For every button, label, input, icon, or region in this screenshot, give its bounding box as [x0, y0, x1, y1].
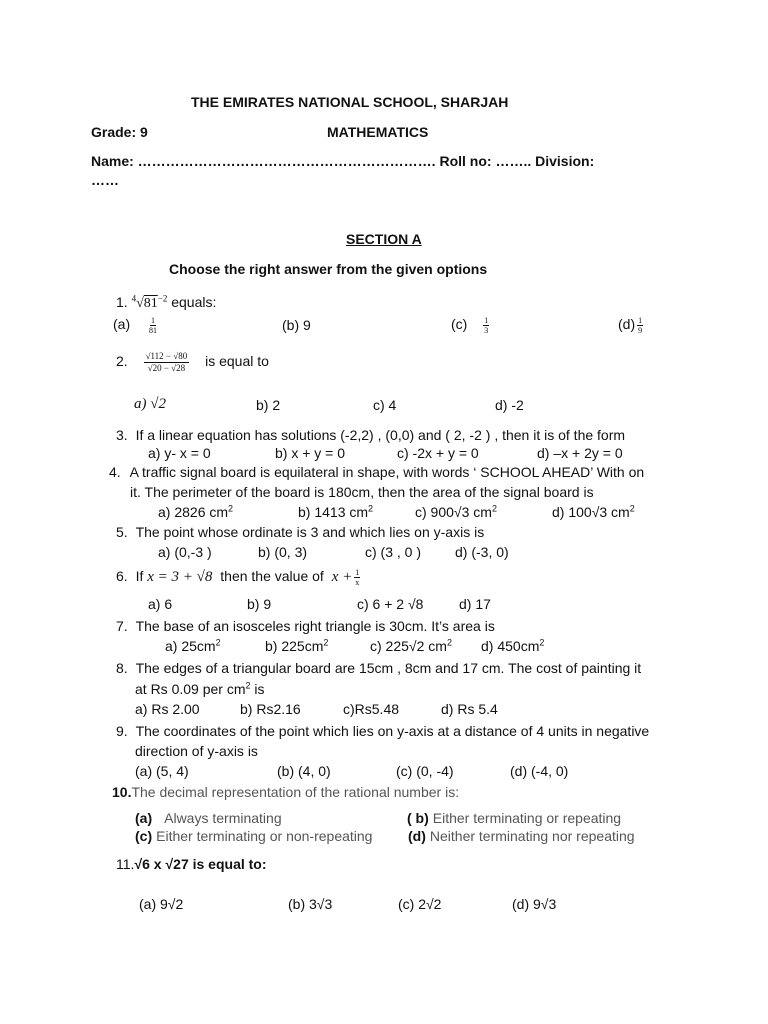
- radical-expression: $^4√81^{-2}$: [131, 293, 168, 311]
- question-text: A traffic signal board is equilateral in shape, with words ‘ SCHOOL AHEAD’ With on: [129, 464, 645, 480]
- q7-option-a[interactable]: a) $25cm^2$: [165, 637, 221, 654]
- question-text: The edges of a triangular board are 15cm , 8cm and 17 cm. The cost of painting it: [135, 660, 642, 676]
- q6-option-b[interactable]: b) 9: [247, 596, 272, 612]
- q8-option-b[interactable]: b) Rs2.16: [240, 701, 301, 717]
- q11-option-d[interactable]: (d) 9√3: [512, 896, 557, 912]
- grade-label: Grade: 9: [91, 124, 148, 140]
- question-number: 4.: [109, 464, 121, 480]
- question-9-cont: direction of y-axis is: [135, 743, 258, 759]
- q10-option-d[interactable]: (d) Neither terminating nor repeating: [408, 828, 635, 844]
- q1-option-d[interactable]: [618, 316, 645, 335]
- q6-option-c[interactable]: c) 6 + 2 √8: [357, 596, 424, 612]
- question-text: then the value of: [220, 568, 324, 585]
- question-1: [116, 294, 216, 312]
- question-number: 5.: [116, 524, 128, 540]
- q9-option-d[interactable]: (d) (-4, 0): [510, 763, 569, 779]
- q6-option-d[interactable]: d) 17: [459, 596, 491, 612]
- q11-option-b[interactable]: (b) 3√3: [288, 896, 333, 912]
- q7-option-b[interactable]: b) $225cm^2$: [265, 637, 329, 654]
- q11-option-c[interactable]: (c) 2√2: [398, 896, 442, 912]
- name-line-cont: ……: [91, 172, 119, 188]
- question-5: [116, 524, 484, 540]
- question-4: [109, 464, 644, 480]
- q3-option-c[interactable]: c) -2x + y = 0: [397, 445, 479, 461]
- q11-option-a[interactable]: (a) 9√2: [139, 896, 184, 912]
- q5-option-c[interactable]: c) (3 , 0 ): [365, 544, 422, 560]
- question-text: The coordinates of the point which lies on y-axis at a distance of 4 units in negative: [135, 723, 650, 739]
- q1-option-c[interactable]: [451, 316, 491, 335]
- question-11: [116, 856, 267, 872]
- q4-option-a[interactable]: a) 2826 $cm^2$: [158, 503, 234, 520]
- q9-option-c[interactable]: (c) (0, -4): [396, 763, 454, 779]
- exponent: −2: [157, 293, 168, 304]
- q6-option-a[interactable]: a) 6: [148, 596, 173, 612]
- radicand: 81: [143, 296, 158, 311]
- question-number: 8.: [116, 660, 128, 676]
- question-6: [116, 568, 362, 587]
- question-4-cont: it. The perimeter of the board is 180cm, then the area of the signal board is: [130, 484, 594, 500]
- q5-option-d[interactable]: d) (-3, 0): [455, 544, 509, 560]
- option-label: (a): [113, 316, 131, 333]
- fraction: $\frac{1}{x}$: [355, 568, 360, 587]
- question-text: equals:: [171, 294, 217, 310]
- question-number: 10.: [112, 784, 132, 800]
- question-number: 2.: [116, 353, 128, 370]
- q4-option-d[interactable]: d) 100√3 $cm^2$: [552, 503, 635, 520]
- q1-option-b[interactable]: (b) 9: [282, 317, 311, 333]
- q7-option-c[interactable]: c) 225√2 $cm^2$: [370, 637, 452, 654]
- radical-fraction: $\frac{√112 - √80}{√20 - √28}$: [145, 351, 188, 373]
- q2-option-a[interactable]: a) √2: [134, 396, 166, 412]
- q8-option-d[interactable]: d) Rs 5.4: [441, 701, 498, 717]
- question-number: 9.: [116, 723, 128, 739]
- q5-option-a[interactable]: a) (0,-3 ): [158, 544, 212, 560]
- expression: x +: [331, 569, 353, 586]
- root-index: 4: [131, 293, 137, 304]
- question-text: √6 x √27 is equal to:: [134, 856, 267, 872]
- question-2: [116, 351, 269, 374]
- question-9: [116, 723, 649, 739]
- fraction: $\frac{1}{9}$: [638, 316, 643, 335]
- q10-option-b[interactable]: ( b) Either terminating or repeating: [407, 810, 622, 826]
- q5-option-b[interactable]: b) (0, 3): [258, 544, 308, 560]
- option-label: (d): [618, 316, 636, 333]
- question-number: 7.: [116, 618, 128, 634]
- question-10: [112, 784, 459, 800]
- q3-option-b[interactable]: b) x + y = 0: [275, 445, 346, 461]
- q10-option-c[interactable]: (c) Either terminating or non-repeating: [135, 828, 373, 844]
- q2-option-b[interactable]: b) 2: [256, 397, 281, 413]
- q3-option-a[interactable]: a) y- x = 0: [148, 445, 211, 461]
- q9-option-a[interactable]: (a) (5, 4): [135, 763, 189, 779]
- question-text: If: [135, 568, 144, 585]
- q4-option-b[interactable]: b) 1413 $cm^2$: [298, 503, 374, 520]
- q10-option-a[interactable]: (a) Always terminating: [135, 810, 282, 826]
- section-title: SECTION A: [346, 231, 422, 247]
- q7-option-d[interactable]: d) $450cm^2$: [481, 637, 545, 654]
- q8-option-a[interactable]: a) Rs 2.00: [135, 701, 200, 717]
- q8-option-c[interactable]: c)Rs5.48: [343, 701, 400, 717]
- equation: x = 3 + √8: [147, 569, 213, 586]
- q2-option-d[interactable]: d) -2: [495, 397, 524, 413]
- question-text: is equal to: [205, 353, 269, 370]
- q3-option-d[interactable]: d) –x + 2y = 0: [537, 445, 623, 461]
- school-title: THE EMIRATES NATIONAL SCHOOL, SHARJAH: [191, 94, 509, 110]
- option-label: (c): [451, 316, 468, 333]
- question-text: The decimal representation of the rational number is:: [131, 784, 460, 800]
- question-number: 11.: [116, 856, 135, 872]
- question-text: If a linear equation has solutions (-2,2) , (0,0) and ( 2, -2 ) , then it is of the form: [135, 427, 626, 443]
- question-number: 3.: [116, 427, 128, 443]
- question-8-cont: at Rs 0.09 per $cm^2$ is: [135, 680, 265, 697]
- q1-option-a[interactable]: [113, 316, 160, 335]
- fraction: $\frac{1}{81}$: [149, 316, 158, 335]
- fraction: $\frac{1}{3}$: [484, 316, 489, 335]
- q4-option-c[interactable]: c) 900√3 $cm^2$: [415, 503, 497, 520]
- question-number: 6.: [116, 568, 128, 585]
- subject-title: MATHEMATICS: [327, 124, 429, 140]
- question-text: The point whose ordinate is 3 and which lies on y-axis is: [135, 524, 485, 540]
- q9-option-b[interactable]: (b) (4, 0): [277, 763, 331, 779]
- question-3: [116, 427, 625, 443]
- name-line: Name: ………………………………………………………. Roll no: …….. Division:: [91, 153, 595, 169]
- question-8: [116, 660, 641, 676]
- q2-option-c[interactable]: c) 4: [373, 397, 397, 413]
- question-7: [116, 618, 495, 634]
- section-instruction: Choose the right answer from the given options: [169, 261, 488, 277]
- question-number: 1.: [116, 294, 128, 310]
- question-text: The base of an isosceles right triangle is 30cm. It’s area is: [135, 618, 495, 634]
